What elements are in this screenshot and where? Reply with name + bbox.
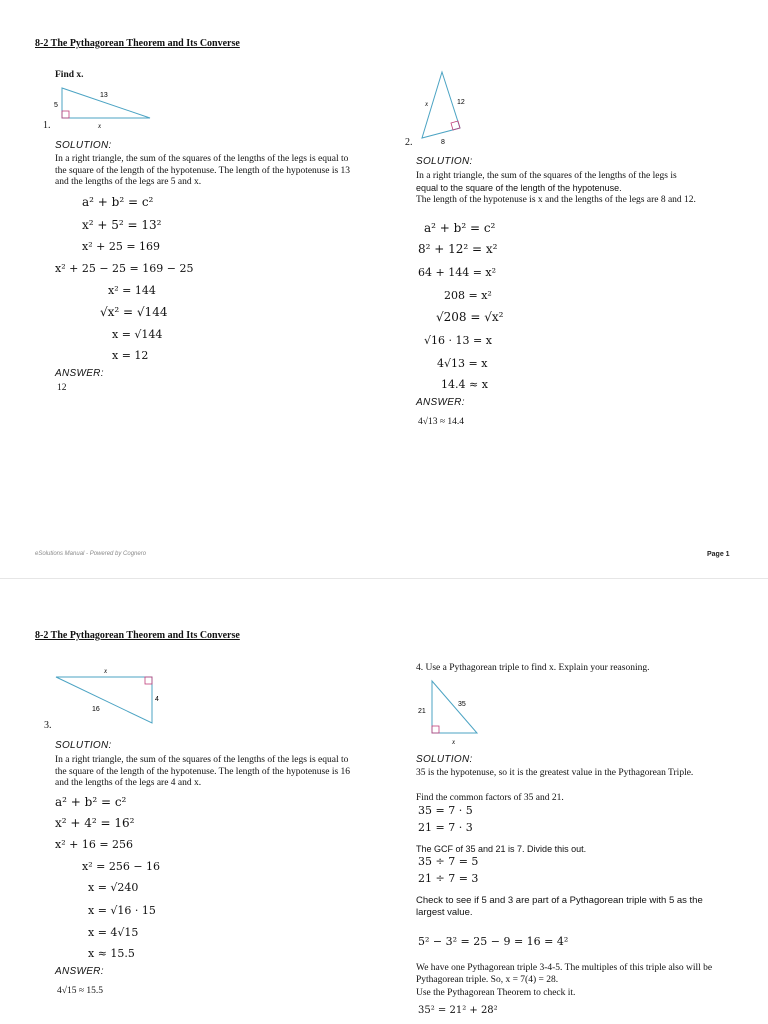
page-divider — [0, 578, 768, 579]
equation-step: 5² − 3² = 25 − 9 = 16 = 4² — [418, 935, 569, 948]
equation-step: 35² = 21² + 28² — [418, 1005, 498, 1016]
solution-label: SOLUTION: — [416, 156, 473, 167]
answer-label: ANSWER: — [55, 966, 104, 977]
problem-number: 2. — [405, 137, 413, 148]
equation-step: 8² + 12² = x² — [418, 242, 498, 256]
side-4-label: 4 — [155, 696, 159, 703]
answer-value: 4√15 ≈ 15.5 — [57, 986, 104, 996]
page-title: 8-2 The Pythagorean Theorem and Its Converse — [35, 630, 240, 641]
solution-line: Check to see if 5 and 3 are part of a Pythagorean triple with 5 as the largest value. — [416, 895, 703, 918]
equation-step: x² + 25 = 169 — [82, 240, 161, 253]
side-21-label: 21 — [418, 708, 426, 715]
side-x-label: x — [452, 738, 456, 746]
right-angle-mark — [432, 726, 439, 733]
triangle-figure-2 — [415, 68, 475, 150]
hypotenuse-label: 13 — [100, 92, 108, 99]
solution-line: Use the Pythagorean Theorem to check it. — [416, 988, 576, 998]
equation-step: x² + 16 = 256 — [55, 838, 134, 851]
solution-line: The GCF of 35 and 21 is 7. Divide this out. — [416, 844, 587, 854]
equation-step: x² + 25 − 25 = 169 − 25 — [55, 262, 194, 275]
equation-step: √208 = √x² — [436, 310, 504, 324]
leg-b-label: x — [98, 122, 102, 130]
equation-step: x = √16 · 15 — [88, 904, 156, 917]
triangle-3 — [56, 677, 152, 723]
side-8-label: 8 — [441, 139, 445, 146]
hypotenuse-label: 35 — [458, 701, 466, 708]
answer-value: 12 — [57, 383, 67, 393]
leg-a-label: 5 — [54, 102, 58, 109]
problem-number: 1. — [43, 120, 51, 131]
answer-label: ANSWER: — [416, 397, 465, 408]
equation-step: x ≈ 15.5 — [88, 947, 135, 960]
side-x-label: x — [425, 100, 429, 108]
solution-line: Find the common factors of 35 and 21. — [416, 793, 564, 803]
equation-step: a² + b² = c² — [82, 195, 154, 209]
equation-step: 208 = x² — [444, 289, 492, 302]
problem-4-prompt: 4. Use a Pythagorean triple to find x. Explain your reasoning. — [416, 663, 650, 673]
equation-step: x = 12 — [112, 349, 149, 362]
equation-step: x = √240 — [88, 881, 139, 894]
solution-label: SOLUTION: — [55, 740, 112, 751]
equation-step: 4√13 = x — [437, 357, 488, 370]
page-title: 8-2 The Pythagorean Theorem and Its Converse — [35, 38, 240, 49]
answer-label: ANSWER: — [55, 368, 104, 379]
equation-step: a² + b² = c² — [55, 795, 127, 809]
solution-text: In a right triangle, the sum of the squares of the lengths of the legs is equal to the square of the length of the hypotenuse. The length of the hypotenuse is 13 and the lengths of the legs are 5 and x. — [55, 154, 351, 187]
equation-step: 21 = 7 · 3 — [418, 821, 473, 834]
right-angle-mark — [62, 111, 69, 118]
solution-line: We have one Pythagorean triple 3-4-5. The multiples of this triple also will be Pythagorean triple. So, x = 7(4) = 28. — [416, 963, 713, 985]
equation-step: 35 = 7 · 5 — [418, 804, 473, 817]
answer-value: 4√13 ≈ 14.4 — [418, 417, 465, 427]
right-angle-mark — [451, 121, 460, 130]
solution-text: In a right triangle, the sum of the squares of the lengths of the legs is equal to the square of the length of the hypotenuse. The length of the hypotenuse is 16 and the lengths of the legs are 4 and x. — [55, 755, 351, 788]
equation-step: 14.4 ≈ x — [441, 378, 488, 391]
solution-line: 35 is the hypotenuse, so it is the greatest value in the Pythagorean Triple. — [416, 768, 694, 778]
solution-label: SOLUTION: — [416, 754, 473, 765]
equation-step: 64 + 144 = x² — [418, 266, 497, 279]
equation-step: x² = 256 − 16 — [82, 860, 161, 873]
solution-text-1: In a right triangle, the sum of the squares of the lengths of the legs is — [416, 171, 677, 181]
equation-step: x = √144 — [112, 328, 163, 341]
footer-page-number: Page 1 — [707, 551, 730, 558]
right-angle-mark — [145, 677, 152, 684]
equation-step: x² = 144 — [108, 284, 156, 297]
hypotenuse-label: 16 — [92, 706, 100, 713]
triangle-figure-4 — [412, 676, 487, 746]
equation-step: √x² = √144 — [100, 305, 168, 319]
footer-publisher: eSolutions Manual - Powered by Cognero — [35, 551, 147, 557]
solution-text-3: The length of the hypotenuse is x and the lengths of the legs are 8 and 12. — [416, 195, 696, 205]
equation-step: 35 ÷ 7 = 5 — [418, 855, 479, 868]
equation-step: x² + 4² = 16² — [55, 816, 135, 830]
triangle-figure-3 — [50, 665, 170, 727]
triangle-4 — [432, 681, 477, 733]
equation-step: a² + b² = c² — [424, 221, 496, 235]
equation-step: x² + 5² = 13² — [82, 218, 162, 232]
equation-step: √16 · 13 = x — [424, 334, 492, 347]
solution-text-2: equal to the square of the length of the hypotenuse. — [416, 183, 622, 193]
problem-number: 3. — [44, 720, 52, 731]
triangle-figure-1 — [50, 85, 160, 130]
side-x-label: x — [104, 667, 108, 675]
equation-step: 21 ÷ 7 = 3 — [418, 872, 479, 885]
equation-step: x = 4√15 — [88, 926, 139, 939]
find-x-instruction: Find x. — [55, 70, 84, 80]
side-12-label: 12 — [457, 99, 465, 106]
solution-label: SOLUTION: — [55, 140, 112, 151]
